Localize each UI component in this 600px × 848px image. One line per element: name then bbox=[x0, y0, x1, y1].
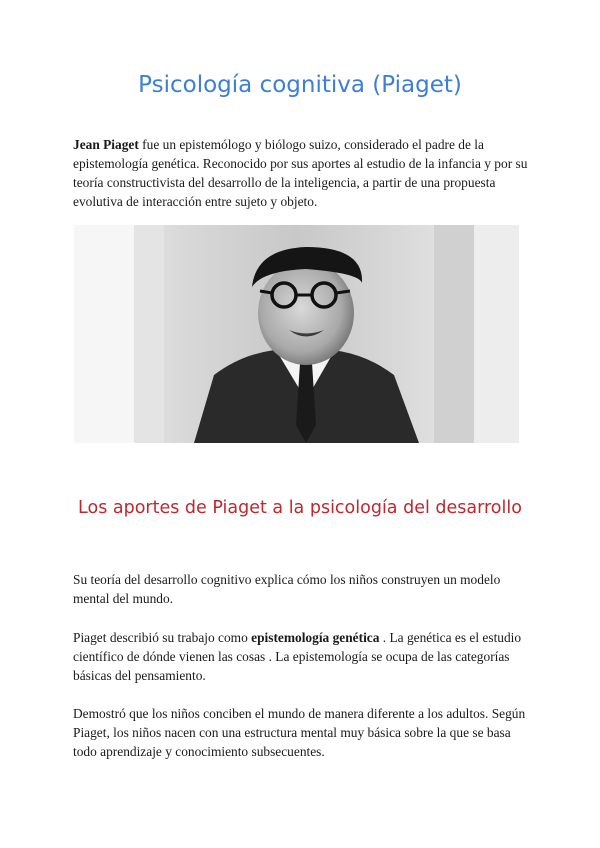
section-paragraph-2 bbox=[73, 628, 528, 685]
portrait-photo bbox=[74, 225, 519, 443]
portrait-photo-icon bbox=[74, 225, 519, 443]
intro-text: fue un epistemólogo y biólogo suizo, considerado el padre de la epistemología genética. Reconocido por sus aportes al estudio de la infancia y por su teoría constructivista del desarrollo de la inteligencia, a partir de una propuesta evolutiva de interacción entre sujeto y objeto. bbox=[73, 137, 528, 209]
para2-before: Piaget describió su trabajo como bbox=[73, 630, 252, 645]
section-paragraph-1: Su teoría del desarrollo cognitivo explica cómo los niños construyen un modelo mental del mundo. bbox=[73, 572, 501, 606]
section-paragraph-3: Demostró que los niños conciben el mundo de manera diferente a los adultos. Según Piaget, los niños nacen con una estructura mental muy básica sobre la que se basa todo aprendizaje y conocimiento subsecuentes. bbox=[73, 706, 526, 759]
page-title: Psicología cognitiva (Piaget) bbox=[138, 72, 462, 98]
para2-bold-term: epistemología genética bbox=[251, 630, 380, 645]
section-heading: Los aportes de Piaget a la psicología del desarrollo bbox=[78, 498, 522, 518]
intro-name: Jean Piaget bbox=[73, 137, 139, 152]
para2-after: . La genética es el estudio científico de dónde vienen las cosas . La epistemología se ocupa de las categorías básicas del pensamiento. bbox=[73, 630, 522, 683]
intro-paragraph bbox=[73, 135, 528, 211]
